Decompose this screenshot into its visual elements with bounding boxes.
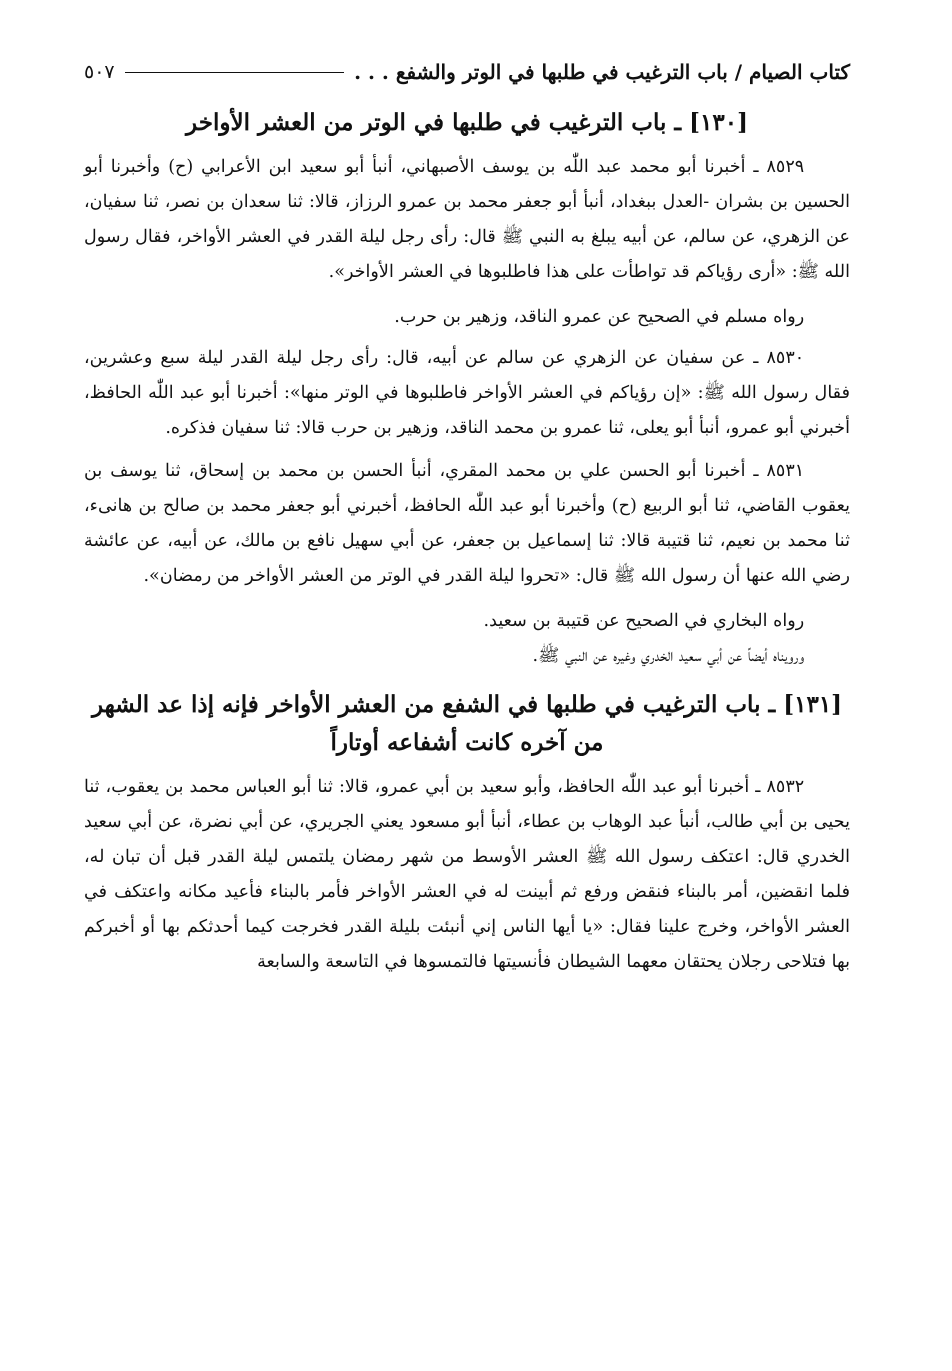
page-number: ٥٠٧ <box>84 61 115 83</box>
hadith-8532 <box>84 770 850 980</box>
hadith-text: ٨٥٣٢ ـ أخبرنا أبو عبد اللّٰه الحافظ، وأبو سعيد بن أبي عمرو، قالا: ثنا أبو العباس محمد بن يعقوب، ثنا يحيى بن أبي طالب، أنبأ عبد الوهاب بن عطاء، أنبأ أبو مسعود يعني الجريري، عن أبي نضرة، عن أبي سعيد الخدري قال: اعتكف رسول الله ﷺ العشر الأوسط من شهر رمضان يلتمس ليلة القدر قبل أن تبان له، فلما انقضين، أمر بالبناء فنقض ورفع ثم أبينت له في العشر الأواخر فأمر بالبناء فأعيد مكانه واعتكف في العشر الأواخر، وخرج علينا فقال: «يا أيها الناس إني أنبئت بليلة القدر فخرجت كيما أحدثكم بها أو أخبركم بها فتلاحى رجلان يحتقان معهما الشيطان فأنسيتها فالتمسوها في التاسعة والسابعة <box>84 777 850 972</box>
narration-note <box>84 300 850 335</box>
running-head-rule <box>125 72 344 73</box>
narration-note-line: رواه البخاري في الصحيح عن قتيبة بن سعيد. <box>483 611 805 631</box>
chapter-heading-131: [١٣١] ـ باب الترغيب في طلبها في الشفع من العشر الأواخر فإنه إذا عد الشهر من آخره كانت أشفاعه أوتاراً <box>91 691 843 756</box>
hadith-8530 <box>84 341 850 446</box>
hadith-text: ٨٥٣٠ ـ عن سفيان عن الزهري عن سالم عن أبيه، قال: رأى رجل ليلة القدر ليلة سبع وعشرين، فقال رسول الله ﷺ: «إن رؤياكم في العشر الأواخر فاطلبوها في الوتر منها»: أخبرنا أبو عبد اللّٰه الحافظ، أخبرني أبو عمرو، أنبأ أبو يعلى، ثنا عمرو بن محمد الناقد، وزهير بن حرب قالا: ثنا سفيان فذكره. <box>84 348 850 438</box>
book-page <box>84 52 850 980</box>
chapter-heading-130: [١٣٠] ـ باب الترغيب في طلبها في الوتر من العشر الأواخر <box>186 109 748 136</box>
hadith-text: ٨٥٢٩ ـ أخبرنا أبو محمد عبد اللّٰه بن يوسف الأصبهاني، أنبأ أبو سعيد ابن الأعرابي (ح) وأخبرنا أبو الحسين بن بشران -العدل ببغداد، أنبأ أبو جعفر محمد بن عمرو الرزاز، قالا: ثنا سعدان بن نصر، ثنا سفيان، عن الزهري، عن سالم، عن أبيه يبلغ به النبي ﷺ قال: رأى رجل ليلة القدر في العشر الأواخر، فقال رسول الله ﷺ: «أرى رؤياكم قد تواطأت على هذا فاطلبوها في العشر الأواخر». <box>84 157 850 282</box>
running-head <box>84 52 850 92</box>
hadith-8531 <box>84 454 850 594</box>
hadith-8529 <box>84 150 850 290</box>
hadith-text: ٨٥٣١ ـ أخبرنا أبو الحسن علي بن محمد المقري، أنبأ الحسن بن محمد بن إسحاق، ثنا يوسف بن يعقوب القاضي، ثنا أبو الربيع (ح) وأخبرنا أبو عبد اللّٰه الحافظ، أخبرني أبو جعفر محمد بن صالح بن هانىء، ثنا محمد بن نعيم، ثنا قتيبة قالا: ثنا إسماعيل بن جعفر، عن أبي سهيل نافع بن مالك، عن أبيه، عن عائشة رضي الله عنها أن رسول الله ﷺ قال: «تحروا ليلة القدر في الوتر من العشر الأواخر من رمضان». <box>84 461 850 586</box>
narration-note-text: رواه مسلم في الصحيح عن عمرو الناقد، وزهير بن حرب. <box>394 307 805 327</box>
narration-note-line: ورويناه أيضاً عن أبي سعيد الخدري وغيره عن النبي ﷺ. <box>532 646 805 666</box>
running-head-title: كتاب الصيام / باب الترغيب في طلبها في الوتر والشفع . . . <box>354 60 850 84</box>
narration-notes <box>84 604 850 674</box>
